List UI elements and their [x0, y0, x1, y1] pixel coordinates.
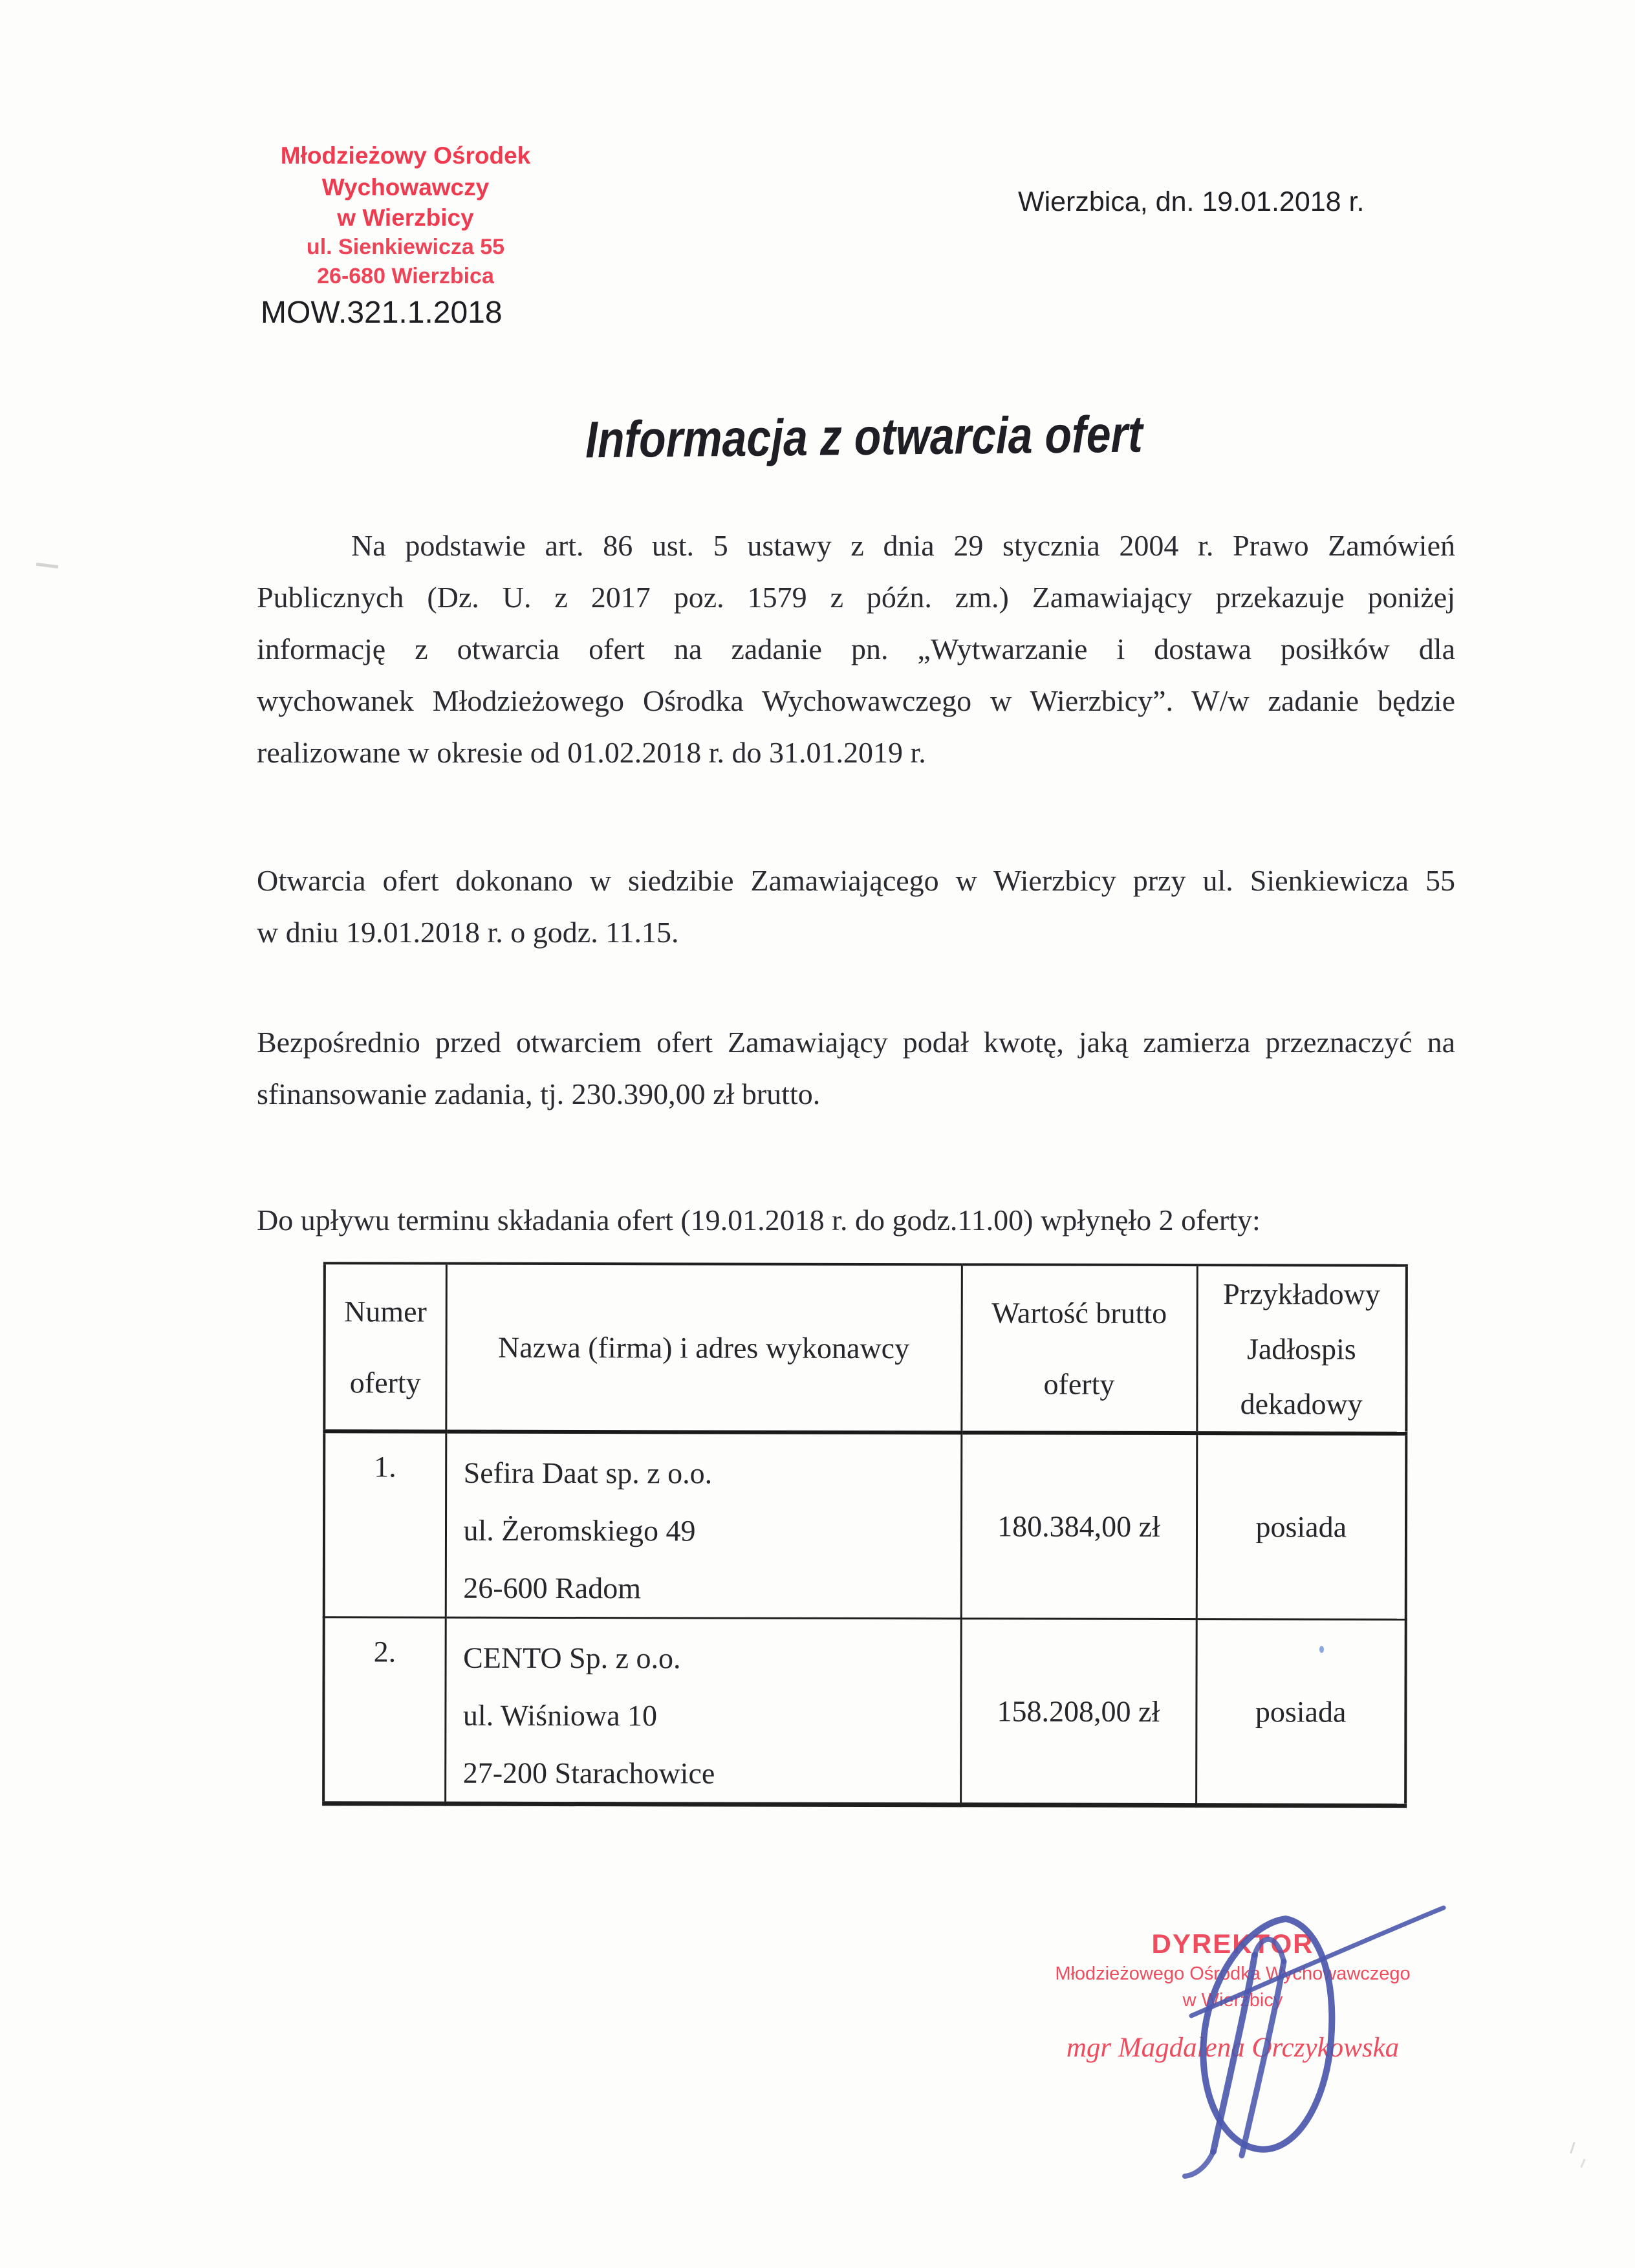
- gross-value: 158.208,00 zł: [960, 1619, 1196, 1806]
- paragraph-line: w dniu 19.01.2018 r. o godz. 11.15.: [257, 916, 679, 949]
- header-text: Nazwa (firma) i adres wykonawcy: [498, 1330, 910, 1365]
- scan-artifact: [1570, 2142, 1575, 2154]
- header-text: Jadłospis: [1246, 1332, 1356, 1366]
- contractor-address: [446, 1432, 962, 1619]
- place-and-date: Wierzbica, dn. 19.01.2018 r.: [1018, 186, 1365, 217]
- letterhead-org-name: Młodzieżowy Ośrodek Wychowawczy: [280, 142, 531, 200]
- paragraph-opening-place: [257, 855, 1455, 958]
- letterhead-street: ul. Sienkiewicza 55: [306, 235, 505, 259]
- header-sample-menu: [1196, 1265, 1407, 1434]
- header-text: Numer: [344, 1294, 427, 1328]
- paragraph-offers-count: [257, 1194, 1455, 1246]
- header-text: dekadowy: [1240, 1387, 1363, 1421]
- scan-artifact: [36, 563, 58, 568]
- header-text: oferty: [349, 1365, 421, 1399]
- signature-org-line2: w Wierzbicy: [1182, 1990, 1283, 2011]
- document-title: Informacja z otwarcia ofert: [585, 405, 1143, 469]
- offer-number: 1.: [324, 1431, 446, 1617]
- letterhead-org-city: w Wierzbicy: [337, 204, 474, 231]
- contractor-line: ul. Żeromskiego 49: [463, 1513, 696, 1548]
- header-offer-number: [324, 1263, 446, 1431]
- paragraph-line: Na podstawie art. 86 ust. 5 ustawy z dnia 29 stycznia 2004 r. Prawo Zamówień: [351, 529, 1455, 562]
- gross-value: 180.384,00 zł: [961, 1432, 1197, 1619]
- menu-status: posiada: [1196, 1433, 1407, 1619]
- offer-number: 2.: [323, 1617, 446, 1804]
- signature-role: DYREKTOR: [1151, 1928, 1314, 1959]
- scan-artifact: [1319, 1646, 1324, 1653]
- header-contractor: [446, 1264, 962, 1433]
- handwritten-signature-icon: [1151, 1892, 1475, 2189]
- header-gross-value: [961, 1264, 1197, 1433]
- contractor-line: ul. Wiśniowa 10: [462, 1698, 658, 1733]
- paragraph-legal-basis: [257, 520, 1455, 779]
- contractor-line: 27-200 Starachowice: [462, 1756, 715, 1790]
- contractor-line: Sefira Daat sp. z o.o.: [463, 1456, 713, 1490]
- offers-table: [322, 1262, 1408, 1808]
- header-text: Wartość brutto: [991, 1295, 1167, 1330]
- letterhead-stamp: [211, 140, 600, 291]
- header-text: oferty: [1043, 1367, 1115, 1401]
- header-text: Przykładowy: [1223, 1277, 1380, 1311]
- scan-artifact: [1580, 2159, 1585, 2168]
- signature-org-line1: Młodzieżowego Ośrodka Wychowawczego: [1055, 1963, 1411, 1984]
- table-row: [323, 1617, 1406, 1806]
- menu-status: posiada: [1196, 1619, 1406, 1806]
- paragraph-line: sfinansowanie zadania, tj. 230.390,00 zł brutto.: [257, 1077, 821, 1110]
- paragraph-line: Otwarcia ofert dokonano w siedzibie Zamawiającego w Wierzbicy przy ul. Sienkiewicza 55: [257, 864, 1455, 897]
- paragraph-line: realizowane w okresie od 01.02.2018 r. do 31.01.2019 r.: [257, 736, 926, 769]
- contractor-line: CENTO Sp. z o.o.: [463, 1641, 681, 1675]
- signature-name: mgr Magdalena Orczykowska: [1066, 2033, 1400, 2063]
- table-row: [324, 1431, 1407, 1619]
- reference-number: MOW.321.1.2018: [261, 296, 503, 330]
- table-header-row: [324, 1263, 1407, 1434]
- paragraph-line: Publicznych (Dz. U. z 2017 poz. 1579 z późn. zm.) Zamawiający przekazuje poniżej: [257, 581, 1455, 614]
- paragraph-line: wychowanek Młodzieżowego Ośrodka Wychowawczego w Wierzbicy”. W/w zadanie będzie: [257, 684, 1455, 717]
- paragraph-line: Bezpośrednio przed otwarciem ofert Zamawiający podał kwotę, jaką zamierza przeznaczyć na: [257, 1026, 1455, 1059]
- contractor-line: 26-600 Radom: [463, 1571, 642, 1605]
- paragraph-line: informację z otwarcia ofert na zadanie pn. „Wytwarzanie i dostawa posiłków dla: [257, 632, 1455, 665]
- paragraph-budget: [257, 1017, 1455, 1120]
- paragraph-line: Do upływu terminu składania ofert (19.01.2018 r. do godz.11.00) wpłynęło 2 oferty:: [257, 1204, 1261, 1237]
- contractor-address: [445, 1617, 961, 1805]
- letterhead-postal: 26-680 Wierzbica: [317, 264, 494, 288]
